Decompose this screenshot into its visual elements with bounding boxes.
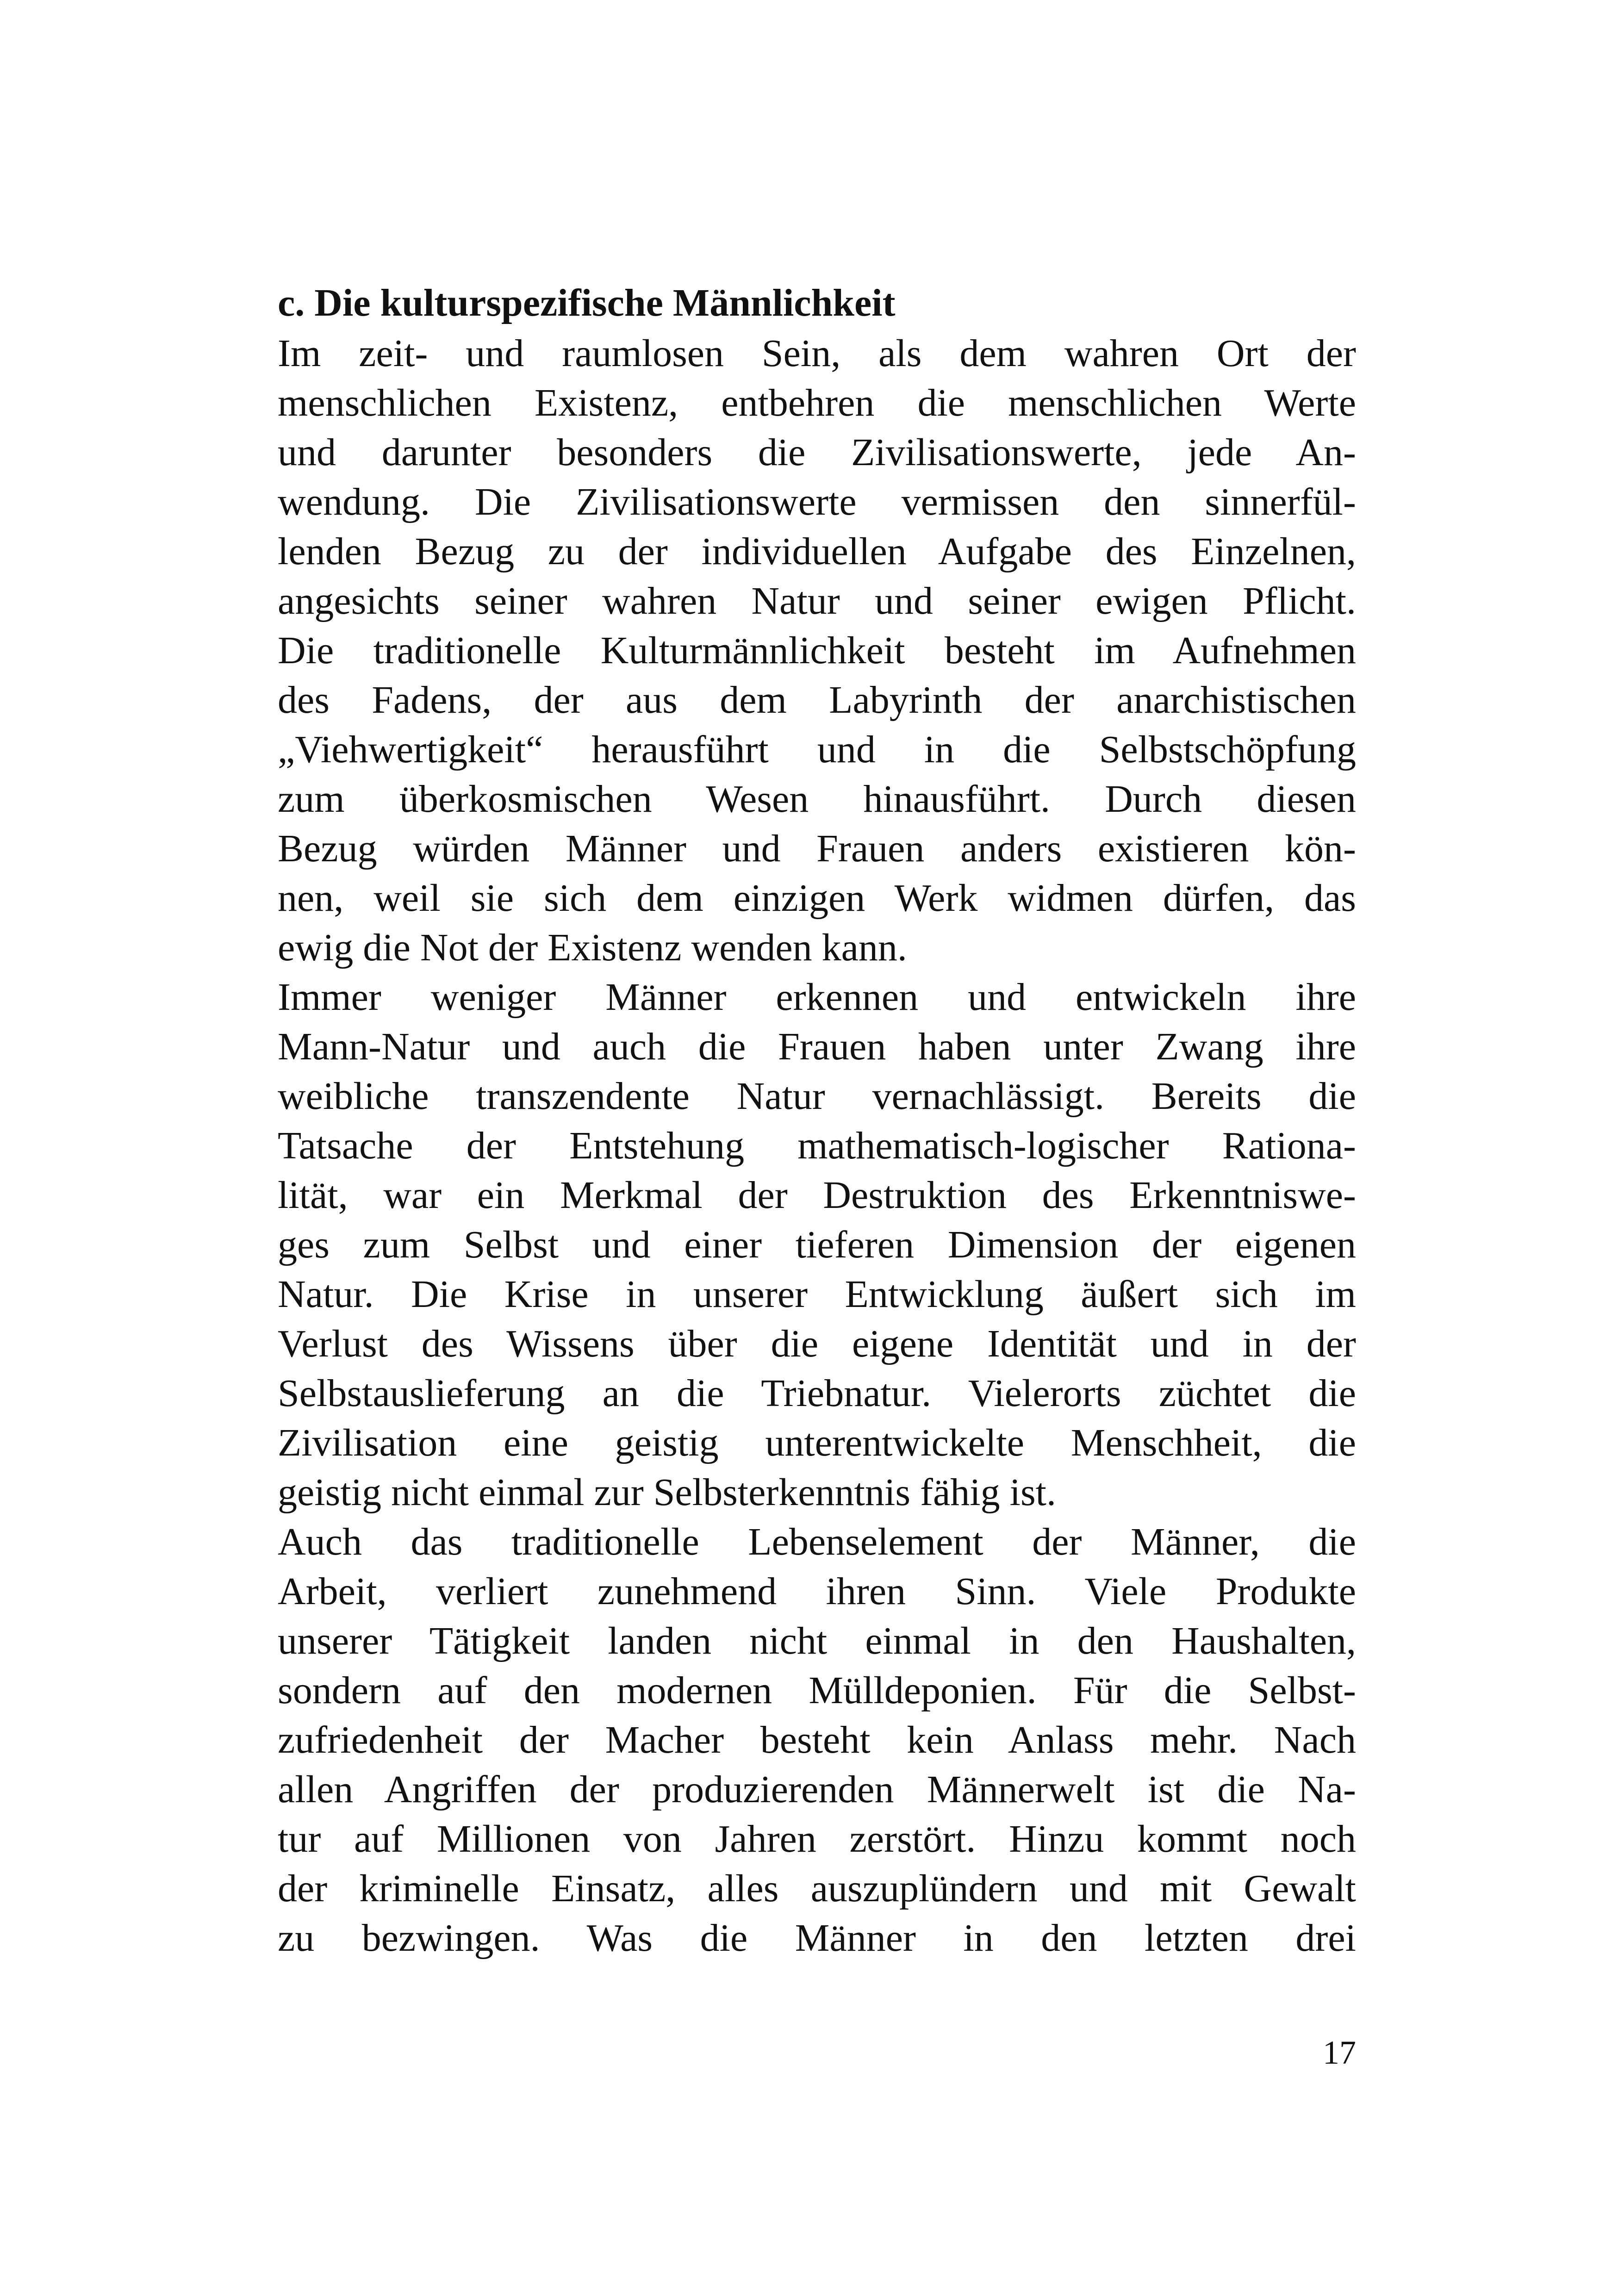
text-line: allen Angriffen der produzierenden Männerwelt ist die Na- bbox=[278, 1768, 1356, 1811]
text-line: ges zum Selbst und einer tieferen Dimension der eigenen bbox=[278, 1223, 1356, 1266]
text-line: Arbeit, verliert zunehmend ihren Sinn. Viele Produkte bbox=[278, 1570, 1356, 1613]
text-line: zufriedenheit der Macher besteht kein Anlass mehr. Nach bbox=[278, 1718, 1356, 1761]
text-line: Zivilisation eine geistig unterentwickelte Menschheit, die bbox=[278, 1421, 1356, 1464]
text-line: angesichts seiner wahren Natur und seiner ewigen Pflicht. bbox=[278, 579, 1356, 622]
page-content bbox=[278, 278, 1356, 1963]
text-line: zum überkosmischen Wesen hinausführt. Durch diesen bbox=[278, 778, 1356, 821]
text-line: menschlichen Existenz, entbehren die menschlichen Werte bbox=[278, 381, 1356, 424]
text-line: lität, war ein Merkmal der Destruktion des Erkenntniswe- bbox=[278, 1174, 1356, 1217]
text-line: Bezug würden Männer und Frauen anders existieren kön- bbox=[278, 827, 1356, 870]
paragraph-1 bbox=[278, 329, 1356, 972]
text-line: sondern auf den modernen Mülldeponien. Für die Selbst- bbox=[278, 1669, 1356, 1712]
text-line: wendung. Die Zivilisationswerte vermissen den sinnerfül- bbox=[278, 480, 1356, 523]
page-number: 17 bbox=[1323, 2034, 1356, 2071]
text-line: Die traditionelle Kulturmännlichkeit besteht im Aufnehmen bbox=[278, 629, 1356, 672]
section-heading: c. Die kulturspezifische Männlichkeit bbox=[278, 281, 896, 324]
text-line: lenden Bezug zu der individuellen Aufgabe des Einzelnen, bbox=[278, 530, 1356, 573]
text-line: zu bezwingen. Was die Männer in den letzten drei bbox=[278, 1916, 1356, 1960]
text-line: Tatsache der Entstehung mathematisch-logischer Rationa- bbox=[278, 1124, 1356, 1167]
text-line: Auch das traditionelle Lebenselement der Männer, die bbox=[278, 1520, 1356, 1563]
text-line: unserer Tätigkeit landen nicht einmal in den Haushalten, bbox=[278, 1619, 1356, 1662]
text-line: nen, weil sie sich dem einzigen Werk widmen dürfen, das bbox=[278, 877, 1356, 920]
text-line: und darunter besonders die Zivilisationswerte, jede An- bbox=[278, 431, 1356, 474]
text-line: geistig nicht einmal zur Selbsterkenntnis fähig ist. bbox=[278, 1471, 1057, 1514]
text-line: „Viehwertigkeit“ herausführt und in die Selbstschöpfung bbox=[278, 728, 1356, 771]
text-line: Im zeit- und raumlosen Sein, als dem wahren Ort der bbox=[278, 332, 1356, 375]
text-line: Selbstauslieferung an die Triebnatur. Vielerorts züchtet die bbox=[278, 1372, 1356, 1415]
text-line: der kriminelle Einsatz, alles auszuplündern und mit Gewalt bbox=[278, 1867, 1356, 1910]
text-line: des Fadens, der aus dem Labyrinth der anarchistischen bbox=[278, 678, 1356, 722]
text-line: Verlust des Wissens über die eigene Identität und in der bbox=[278, 1322, 1356, 1365]
paragraph-2 bbox=[278, 972, 1356, 1517]
text-line: Immer weniger Männer erkennen und entwickeln ihre bbox=[278, 976, 1356, 1019]
text-line: Natur. Die Krise in unserer Entwicklung äußert sich im bbox=[278, 1273, 1356, 1316]
text-line: ewig die Not der Existenz wenden kann. bbox=[278, 926, 907, 969]
text-line: tur auf Millionen von Jahren zerstört. Hinzu kommt noch bbox=[278, 1817, 1356, 1860]
text-line: Mann-Natur und auch die Frauen haben unter Zwang ihre bbox=[278, 1025, 1356, 1068]
paragraph-3 bbox=[278, 1517, 1356, 1963]
text-line: weibliche transzendente Natur vernachlässigt. Bereits die bbox=[278, 1075, 1356, 1118]
